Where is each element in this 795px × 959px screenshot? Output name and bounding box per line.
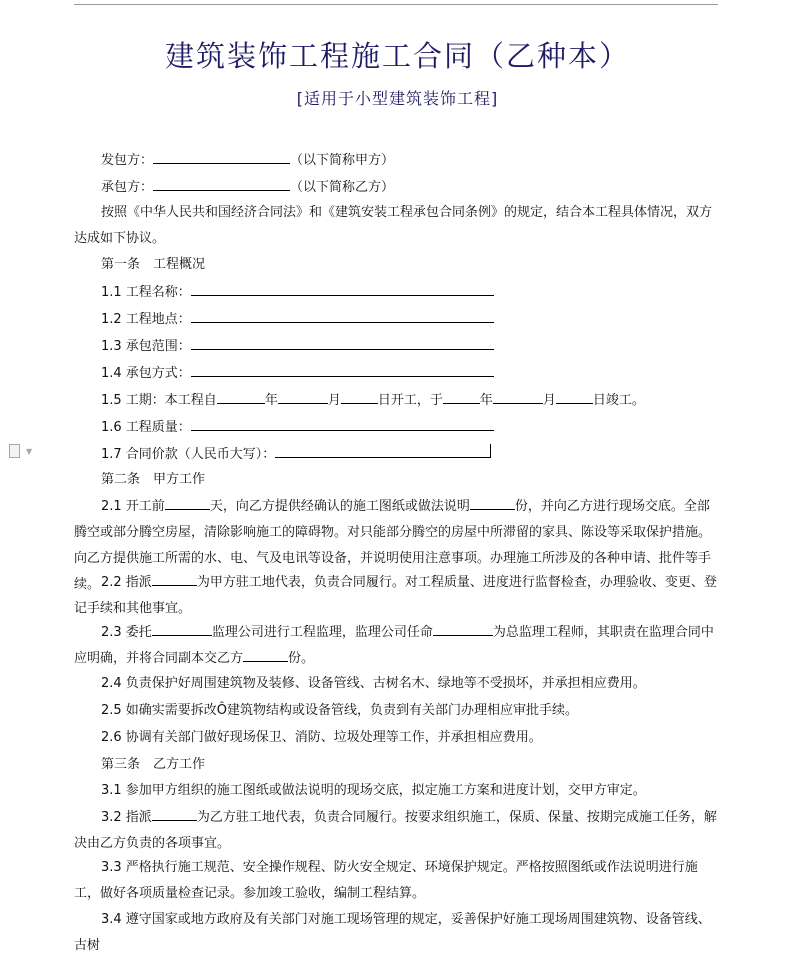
end-year-blank[interactable] [443, 390, 480, 404]
para-3-2-a: 3.2 指派 [101, 810, 152, 825]
employer-rep-blank[interactable] [152, 572, 197, 586]
para-2-5: 2.5 如确实需要拆改Ô建筑物结构或设备管线，负责到有关部门办理相应审批手续。 [101, 703, 579, 718]
article1-heading: 第一条 工程概况 [101, 257, 206, 272]
contractor-blank[interactable] [153, 177, 290, 191]
para-2-1-a: 2.1 开工前 [101, 499, 165, 514]
article3-heading: 第三条 乙方工作 [101, 757, 206, 772]
chief-engineer-blank[interactable] [433, 622, 493, 636]
article2-heading: 第二条 甲方工作 [101, 472, 206, 487]
contractor-label: 承包方： [101, 180, 154, 195]
month-label-2: 月 [542, 393, 556, 408]
item-1-3 [101, 336, 494, 357]
item-1-5 [101, 390, 645, 411]
price-blank[interactable] [275, 444, 491, 458]
item-1-3-label: 1.3 承包范围： [101, 339, 191, 354]
para-2-4: 2.4 负责保护好周围建筑物及装修、设备管线、古树名木、绿地等不受损坏，并承担相应费用。 [101, 676, 646, 691]
end-month-blank[interactable] [493, 390, 543, 404]
contract-mode-blank[interactable] [191, 363, 494, 377]
document-icon[interactable]: ▼ [9, 444, 21, 458]
end-label: 日竣工。 [592, 393, 645, 408]
para-2-3-b: 监理公司进行工程监理，监理公司任命 [211, 625, 433, 640]
project-location-blank[interactable] [191, 309, 494, 323]
start-label: 日开工，于 [377, 393, 443, 408]
para-3-1: 3.1 参加甲方组织的施工图纸或做法说明的现场交底，拟定施工方案和进度计划，交甲方审定。 [101, 783, 646, 798]
contract-copies-blank[interactable] [243, 648, 288, 662]
item-1-6 [101, 417, 494, 438]
item-1-4 [101, 363, 494, 384]
end-day-blank[interactable] [556, 390, 593, 404]
employer-label: 发包方： [101, 153, 154, 168]
para-2-3-d: 份。 [288, 651, 315, 666]
employer-blank[interactable] [153, 150, 290, 164]
item-1-1 [101, 282, 494, 303]
item-1-2 [101, 309, 494, 330]
year-label-2: 年 [479, 393, 493, 408]
item-1-7-label: 1.7 合同价款（人民币大写）： [101, 447, 276, 462]
item-1-7 [101, 444, 491, 465]
employer-line [101, 150, 394, 171]
para-3-3: 3.3 严格执行施工规范、安全操作规程、防火安全规定、环境保护规定。严格按照图纸或作法说明进行施工，做好各项质量检查记录。参加竣工验收，编制工程结算。 [74, 860, 698, 901]
contractor-line [101, 177, 394, 198]
document-title: 建筑装饰工程施工合同（乙种本） [164, 39, 630, 73]
intro-paragraph: 按照《中华人民共和国经济合同法》和《建筑安装工程承包合同条例》的规定，结合本工程具体情况，双方达成如下协议。 [74, 205, 713, 246]
duration-label: 1.5 工期：本工程自 [101, 393, 217, 408]
start-month-blank[interactable] [278, 390, 328, 404]
start-year-blank[interactable] [217, 390, 265, 404]
year-label: 年 [264, 393, 278, 408]
month-label: 月 [327, 393, 341, 408]
para-2-3 [74, 620, 719, 672]
project-name-blank[interactable] [191, 282, 494, 296]
document-subtitle: [适用于小型建筑装饰工程] [296, 89, 499, 108]
para-2-2-a: 2.2 指派 [101, 575, 152, 590]
para-2-2-b: 为甲方驻工地代表，负责合同履行。对工程质量、进度进行监督检查，办理验收、变更、登记手续和其他事宜。 [74, 575, 717, 616]
supervisor-company-blank[interactable] [152, 622, 212, 636]
para-2-6: 2.6 协调有关部门做好现场保卫、消防、垃圾处理等工作，并承担相应费用。 [101, 730, 542, 745]
contractor-rep-blank[interactable] [152, 807, 197, 821]
scope-blank[interactable] [191, 336, 494, 350]
header-rule [74, 4, 718, 5]
para-3-4: 3.4 遵守国家或地方政府及有关部门对施工现场管理的规定，妥善保护好施工现场周围建筑物、设备管线、古树 [74, 912, 711, 953]
para-2-1-c: 份，并向乙方进行现场交底。全部腾空或部分腾空房屋，清除影响施工的障碍物。对只能部分腾空的房屋中所滞留的家具、陈设等采取保护措施。向乙方提供施工所需的水、电、气及电讯等设备，并说明使用注意事项。办理施工所涉及的各种申请、批件等手续。 [74, 499, 712, 592]
quality-blank[interactable] [191, 417, 494, 431]
copies-blank[interactable] [470, 496, 515, 510]
employer-suffix: （以下简称甲方） [290, 153, 395, 168]
para-2-3-c: 为总监理工程师，其职责在监理合同中应明确，并将合同副本交乙方 [74, 625, 714, 666]
para-3-2 [74, 805, 719, 857]
contractor-suffix: （以下简称乙方） [290, 180, 395, 195]
item-1-6-label: 1.6 工程质量： [101, 420, 191, 435]
para-2-2 [74, 570, 719, 622]
item-1-2-label: 1.2 工程地点： [101, 312, 191, 327]
para-2-3-a: 2.3 委托 [101, 625, 152, 640]
start-day-blank[interactable] [341, 390, 378, 404]
para-3-2-b: 为乙方驻工地代表，负责合同履行。按要求组织施工，保质、保量、按期完成施工任务，解决由乙方负责的各项事宜。 [74, 810, 717, 851]
item-1-1-label: 1.1 工程名称： [101, 285, 191, 300]
item-1-4-label: 1.4 承包方式： [101, 366, 191, 381]
days-blank[interactable] [165, 496, 210, 510]
para-2-1-b: 天，向乙方提供经确认的施工图纸或做法说明 [209, 499, 470, 514]
